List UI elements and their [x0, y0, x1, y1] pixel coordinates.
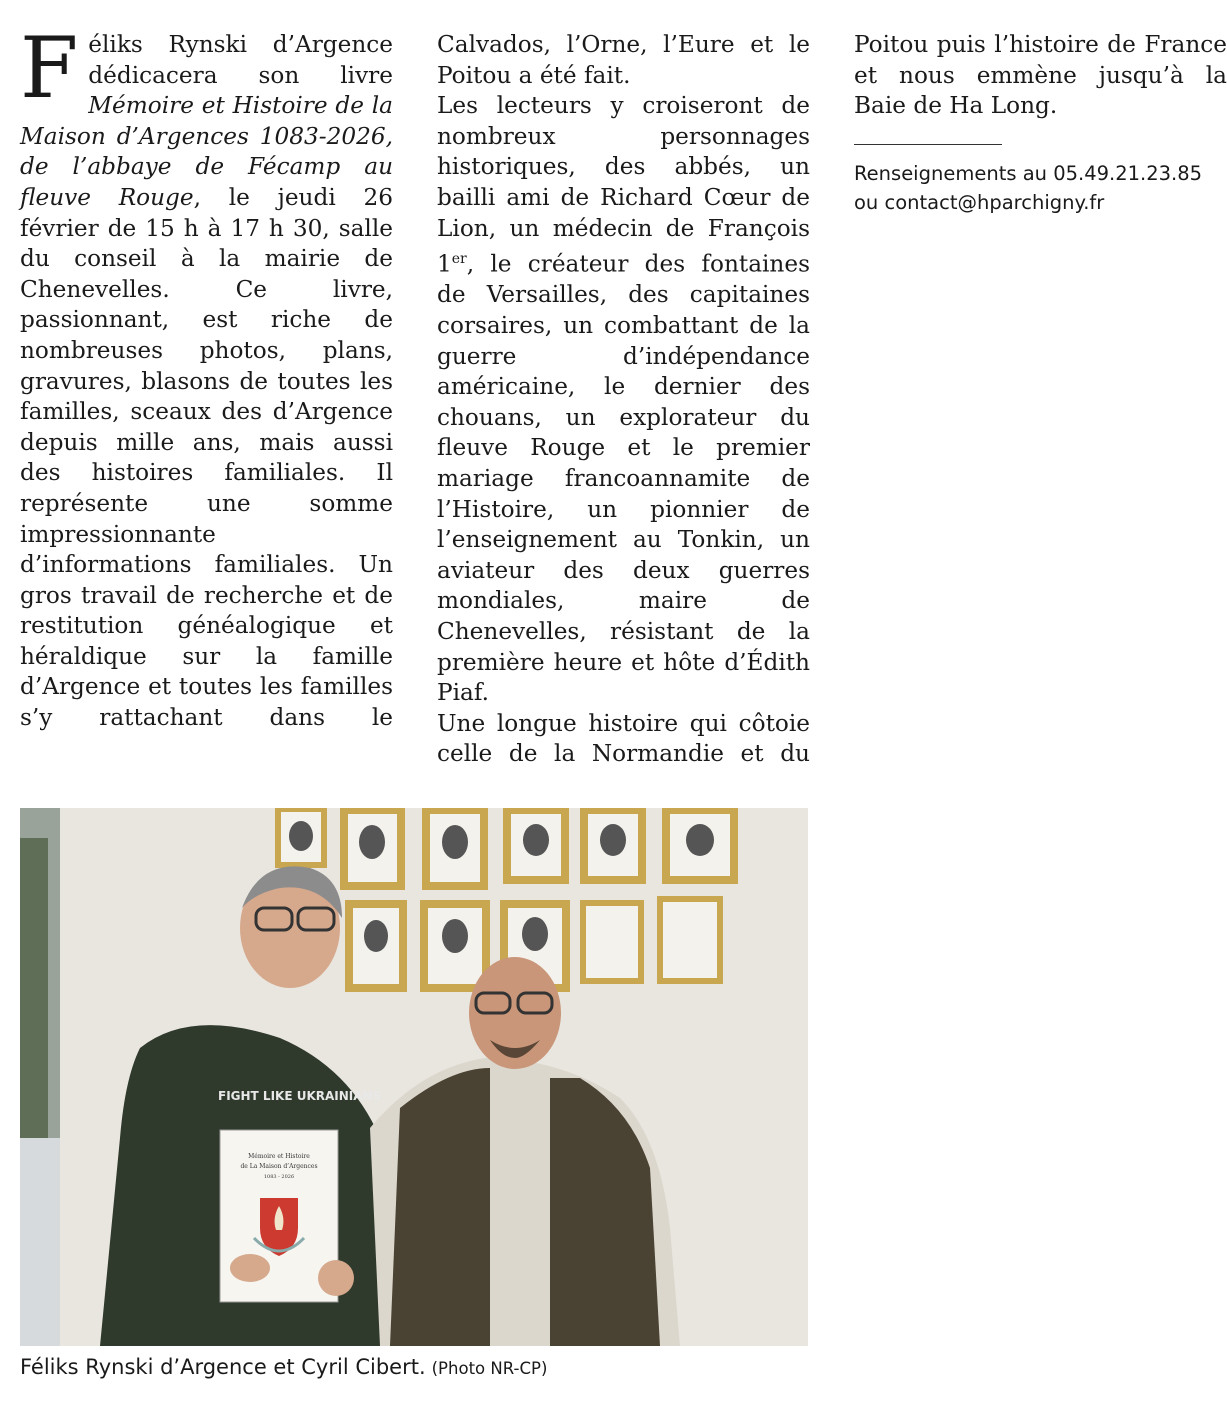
- info-line-email: ou contact@hparchigny.fr: [854, 190, 1105, 214]
- book-cover: [220, 1130, 354, 1302]
- caption-text: Féliks Rynski d’Argence et Cyril Cibert.: [20, 1355, 426, 1379]
- svg-text:1083 - 2026: 1083 - 2026: [263, 1174, 295, 1180]
- photo-credit: (Photo NR-CP): [431, 1359, 548, 1378]
- info-line-phone: Renseignements au 05.49.21.23.85: [854, 161, 1203, 185]
- p2-start: Les lecteurs y croiseront de nombreux personnages historiques, des abbés, un bailli ami de Richard Cœur de Lion, un médecin de François 1: [437, 92, 810, 278]
- svg-text:de La Maison d’Argences: de La Maison d’Argences: [240, 1163, 318, 1170]
- article-body: [20, 19, 1227, 780]
- hoodie-slogan: FIGHT LIKE UKRAINIANS: [218, 1089, 382, 1103]
- article-paragraph-2: [437, 91, 810, 709]
- photo-caption: [20, 1355, 880, 1379]
- svg-text:Mémoire et Histoire: Mémoire et Histoire: [248, 1153, 310, 1160]
- book-title: Mémoire et Histoire de la Maison d’Argences 1083-2026, de l’abbaye de Fécamp au fleuve Rouge: [20, 92, 393, 211]
- photo-illustration: [20, 808, 808, 1346]
- p1-start: éliks Rynski d’Argence dédicacera son livre: [88, 31, 393, 89]
- article-photo: [20, 808, 808, 1346]
- p1-end: , le jeudi 26 février de 15 h à 17 h 30, salle du conseil à la mairie de Chenevelles. Ce livre, passionnant, est riche de nombreuses photos, plans, gravures, blasons de toutes les familles, sceaux des d’Argence depuis mille ans, mais aussi des histoires familiales. Il représente une somme impressionnante d’informations familiales. Un gros travail de recherche et de restitution généalogique et héraldique sur la famille d’Argence et toutes les familles s’y rattachant dans le Calvados, l’Orne, l’Eure et le Poitou a été fait.: [20, 31, 810, 732]
- divider-rule: [854, 144, 1002, 145]
- superscript-er: er: [451, 251, 467, 268]
- article-paragraph-3: Une longue histoire qui côtoie celle de la Normandie et du Poitou puis l’histoire de France et nous emmène jusqu’à la Baie de Ha Long.: [437, 31, 1227, 768]
- p2-end: , le créateur des fontaines de Versailles, des capitaines corsaires, un combattant de la guerre d’indépendance américaine, le dernier des chouans, un explorateur du fleuve Rouge et le premier mariage francoannamite de l’Histoire, un pionnier de l’enseignement au Tonkin, un aviateur des deux guerres mondiales, maire de Chenevelles, résistant de la première heure et hôte d’Édith Piaf.: [437, 250, 810, 707]
- drop-cap: F: [20, 19, 79, 117]
